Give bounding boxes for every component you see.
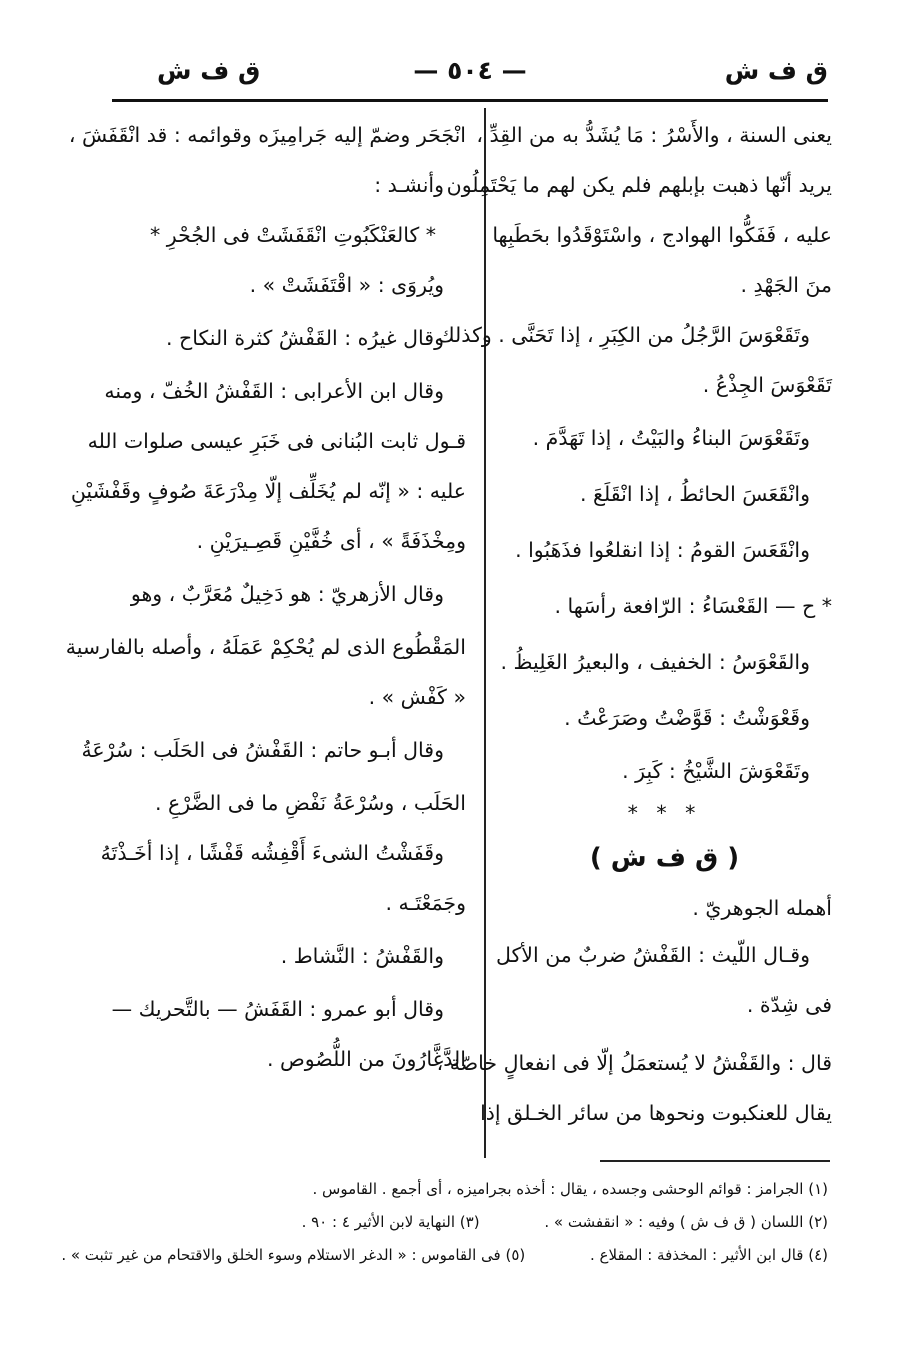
- text-line: تَقَعْوَسَ الجِذْعُ .: [702, 373, 832, 397]
- text-line: وجَمَعْتَـه .: [385, 891, 466, 915]
- entry-line: والقَعْوَسُ : الخفيف ، والبعيرُ الغَلِيظُ .: [500, 650, 810, 674]
- text-line: وقال ابن الأعرابى : القَفْشُ الخُفّ ، ومنه: [104, 379, 444, 403]
- text-line: يقال للعنكبوت ونحوها من سائر الخـلق إذا: [480, 1101, 832, 1125]
- right-column: [436, 110, 832, 1138]
- text-line: وقَفَشْتُ الشىءَ أَقْفِشُه قَفْشًا ، إذا أخَـذْتَهُ: [100, 841, 444, 865]
- text-line: وقال الأزهريّ : هو دَخِيلٌ مُعَرَّبٌ ، وهو: [130, 582, 444, 606]
- entry-line: وانْقَعَسَ الحائطُ ، إذا انْقَلَعَ .: [580, 482, 810, 506]
- text-line: وقال غيرُه : القَفْشُ كثرة النكاح .: [165, 326, 444, 350]
- text-line: انْجَحَر وضمّ إليه جَرامِيزَه وقوائمه : قد انْقَفَشَ ،: [68, 123, 466, 147]
- text-line: وقال أبو عمرو : القَفَشُ — بالتَّحريك —: [111, 997, 444, 1021]
- section-heading: ( ق ف ش ): [589, 843, 740, 873]
- text-line: عليه ، فَفَكُّوا الهوادج ، واسْتَوْقَدُوا بحَطَبِها: [492, 223, 832, 247]
- text-line: « كَفْش » .: [368, 685, 466, 709]
- section-separator: * * *: [627, 801, 702, 825]
- header-root-left: ق ف ش: [157, 56, 261, 85]
- left-column: [65, 110, 466, 1084]
- entry-line: وانْقَعَسَ القومُ : إذا انقلعُوا فذَهَبُوا .: [515, 538, 810, 562]
- verse-line: * كالعَنْكَبُوتِ انْقَفَشَتْ فى الجُحْرِ *: [150, 223, 436, 247]
- entry-line: وتَقَعْوَسَ البناءُ والبَيْتُ ، إذا تَهَدَّمَ .: [532, 426, 810, 450]
- header-root-right: ق ف ش: [724, 56, 828, 85]
- text-line: يعنى السنة ، والأَسْرُ : مَا يُشَدُّ به من القِدِّ ،: [476, 123, 832, 147]
- text-line: منَ الجَهْدِ .: [740, 273, 832, 297]
- text-line: وقال أبـو حاتم : القَفْشُ فى الحَلَب : سُرْعَةُ: [81, 738, 444, 762]
- text-line: المَقْطُوع الذى لم يُحْكِمْ عَمَلَهُ ، وأصله بالفارسية: [65, 635, 466, 659]
- footnote-row: [61, 1239, 828, 1272]
- text-line: ويُروَى : « اقْتَفَشَتْ » .: [249, 273, 444, 297]
- text-line: أهمله الجوهريّ .: [692, 896, 832, 920]
- page-number: — ٥٠٤ —: [413, 56, 527, 85]
- text-line: يريد أنّها ذهبت بإبلهم فلم يكن لهم ما يَحْتَمِلُون: [446, 173, 832, 197]
- footnote-5: (٥) فى القاموس : « الدغر الاستلام وسوء الخلق والاقتحام من غير تثبت » .: [61, 1246, 526, 1264]
- footnote-row: [112, 1206, 828, 1239]
- entry-line: وتَقَعْوَشَ الشَّيْخُ : كَبِرَ .: [622, 759, 810, 783]
- text-line: عليه : « إنّه لم يُخَلِّف إلّا مِدْرَعَةَ صُوفٍ وقَفْشَيْنِ: [70, 479, 466, 503]
- footnote-2: (٢) اللسان ( ق ف ش ) وفيه : « انقفشت » .: [544, 1213, 828, 1231]
- text-line: وقـال اللّيث : القَفْشُ ضربٌ من الأكل: [496, 943, 810, 967]
- entry-line: وقَعْوَشْتُ : قَوَّضْتُ وصَرَعْتُ .: [564, 706, 810, 730]
- header-rule: [112, 99, 828, 102]
- text-line: قـول ثابت البُنانى فى خَبَرِ عيسى صلوات الله: [87, 429, 466, 453]
- text-line: قال : والقَفْشُ لا يُستعمَلُ إلّا فى انفعالٍ خاصّة ،: [436, 1051, 832, 1075]
- entry-line: * ح — القَعْسَاءُ : الرّافعة رأسَها .: [554, 594, 832, 618]
- footnote-3: (٣) النهاية لابن الأثير ٤ : ٩٠ .: [301, 1213, 480, 1231]
- text-line: الدَّغَّارُونَ من اللُّصُوص .: [266, 1047, 466, 1071]
- text-line: وتَقَعْوَسَ الرَّجُلُ من الكِبَرِ ، إذا تَحَنَّى . وكذلك: [437, 323, 810, 347]
- footnotes: [61, 1173, 828, 1272]
- text-line: فى شِدّة .: [746, 993, 832, 1017]
- footnote-rule: [600, 1160, 830, 1162]
- column-divider: [484, 108, 486, 1158]
- text-line: وأنشـد :: [374, 173, 444, 197]
- text-line: ومِخْذَفَةً » ، أى خُفَّيْنِ قَصِـيرَيْنِ .: [196, 529, 466, 553]
- text-line: والقَفْشُ : النَّشاط .: [280, 944, 444, 968]
- text-line: الحَلَب ، وسُرْعَةُ نَفْضِ ما فى الضَّرْعِ .: [154, 791, 466, 815]
- footnote-1: (١) الجرامز : قوائم الوحشى وجسده ، يقال : أخذه بجراميزه ، أى أجمع . القاموس .: [312, 1180, 828, 1198]
- page-header: [112, 56, 828, 96]
- footnote-4: (٤) قال ابن الأثير : المخذفة : المقلاع .: [590, 1246, 828, 1264]
